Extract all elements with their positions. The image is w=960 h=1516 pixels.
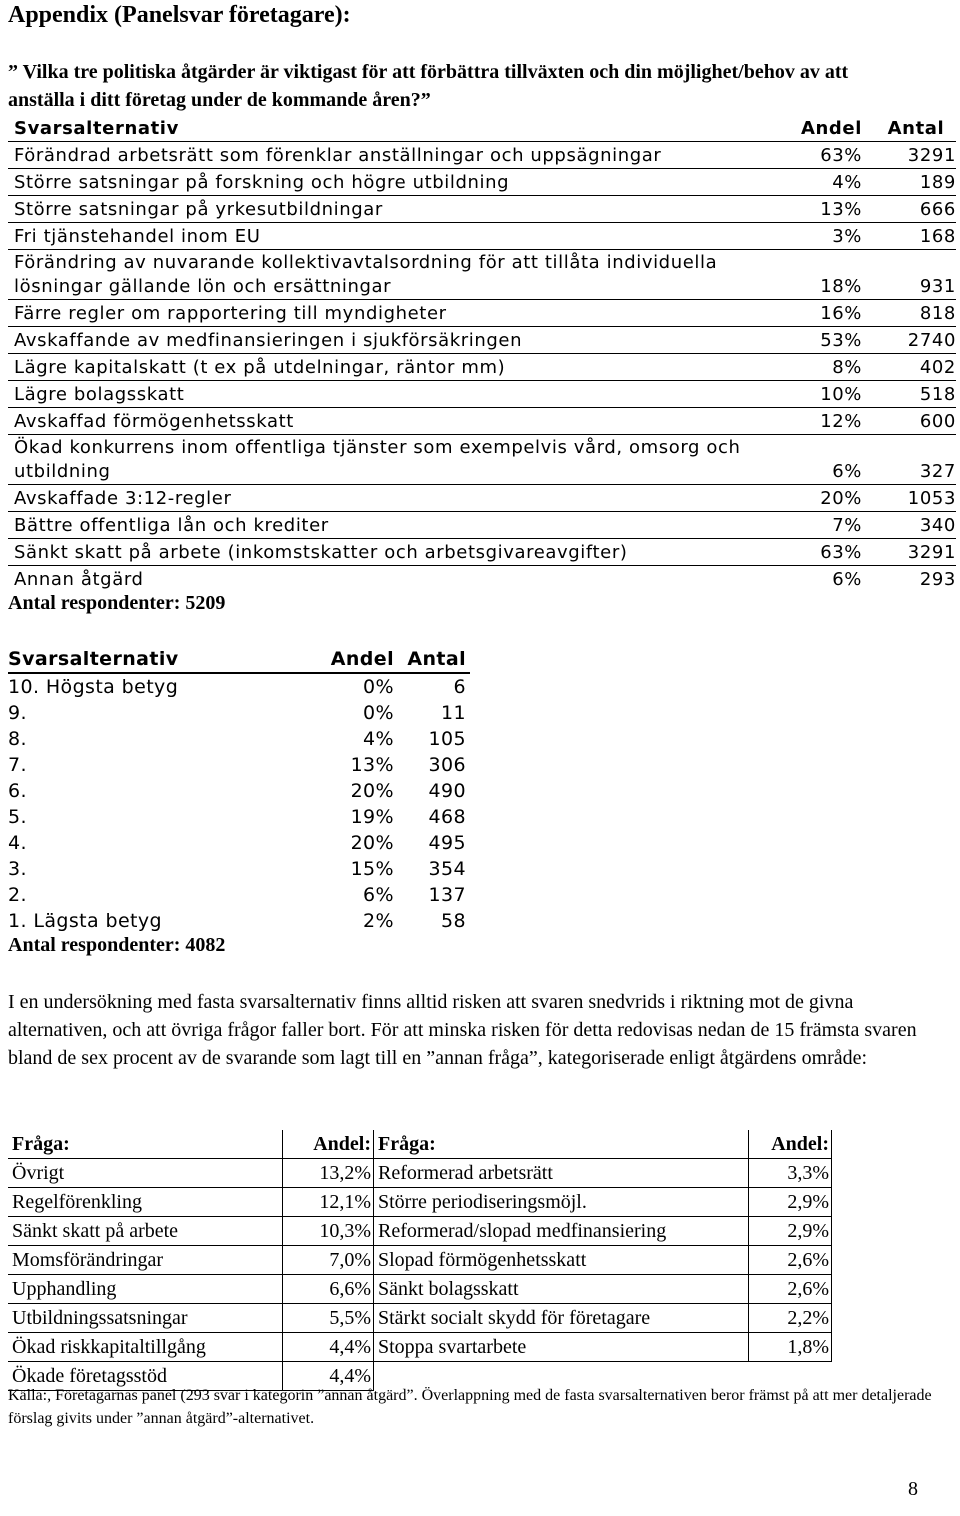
share-cell: 12,1% (283, 1188, 374, 1217)
other-answers-table (8, 1130, 832, 1391)
table-header-row (8, 1130, 832, 1159)
share-cell: 18% (820, 275, 862, 297)
count-cell: 3291 (907, 541, 956, 563)
table-row (8, 804, 470, 830)
option-cell: 4. (8, 832, 27, 854)
table-row (8, 1333, 832, 1362)
option-cell: Sänkt skatt på arbete (inkomstskatter och arbetsgivareavgifter) (14, 541, 628, 563)
question-text: ” Vilka tre politiska åtgärder är viktigast för att förbättra tillväxten och din möjlighet/behov av att anställa i ditt företag under de kommande åren?” (8, 61, 849, 111)
share-cell: 16% (820, 302, 862, 324)
header-option: Svarsalternativ (14, 117, 179, 139)
count-cell: 168 (919, 225, 956, 247)
share-cell: 3% (832, 225, 862, 247)
table-row (8, 195, 956, 222)
share-cell: 2,9% (749, 1217, 832, 1246)
table-row (8, 353, 956, 380)
share-cell: 3,3% (749, 1159, 832, 1188)
table-row (8, 299, 956, 326)
option-cell: Större satsningar på forskning och högre utbildning (14, 171, 510, 193)
question-cell: Större periodiseringsmöjl. (374, 1188, 749, 1217)
table-row (8, 726, 470, 752)
count-cell: 490 (428, 780, 466, 802)
share-cell: 2,2% (749, 1304, 832, 1333)
share-cell: 5,5% (283, 1304, 374, 1333)
table-row (8, 1188, 832, 1217)
table-row (8, 222, 956, 249)
question-cell: Regelförenkling (8, 1188, 283, 1217)
question-cell: Utbildningssatsningar (8, 1304, 283, 1333)
header-count: Antal (402, 646, 470, 673)
table-row (8, 168, 956, 195)
option-cell: 7. (8, 754, 27, 776)
share-cell: 2,6% (749, 1246, 832, 1275)
table-row (8, 484, 956, 511)
table-row (8, 1275, 832, 1304)
table-row (8, 856, 470, 882)
header-question-right: Fråga: (374, 1130, 749, 1159)
option-cell: 1. Lägsta betyg (8, 910, 162, 932)
question-cell: Övrigt (8, 1159, 283, 1188)
respondents-count: Antal respondenter: 5209 (8, 592, 226, 614)
table-row (8, 1217, 832, 1246)
table-row (8, 908, 470, 934)
header-share-left: Andel: (283, 1130, 374, 1159)
source-note: Källa:, Företagarnas panel (293 svar i kategorin ”annan åtgärd”. Överlappning med de fasta svarsalternativen beror främst på att mer detaljerade förslag givits under ”annan åtgärd”-alternativet. (8, 1387, 932, 1427)
question-cell: Ökade företagsstöd (8, 1362, 283, 1391)
share-cell: 4,4% (283, 1362, 374, 1391)
share-cell: 6,6% (283, 1275, 374, 1304)
question-cell: Sänkt skatt på arbete (8, 1217, 283, 1246)
table-row (8, 673, 470, 700)
header-option: Svarsalternativ (8, 646, 298, 673)
question-cell: Stoppa svartarbete (374, 1333, 749, 1362)
count-cell: 137 (428, 884, 466, 906)
question-cell: Sänkt bolagsskatt (374, 1275, 749, 1304)
table-row (8, 141, 956, 168)
table-row (8, 778, 470, 804)
question-cell: Stärkt socialt skydd för företagare (374, 1304, 749, 1333)
count-cell: 58 (441, 910, 466, 932)
option-cell: 6. (8, 780, 27, 802)
share-cell: 19% (350, 806, 394, 828)
question-cell: Slopad förmögenhetsskatt (374, 1246, 749, 1275)
table-row (8, 434, 956, 484)
header-share: Andel (298, 646, 402, 673)
share-cell: 20% (820, 487, 862, 509)
share-cell: 6% (832, 460, 862, 482)
count-cell: 354 (428, 858, 466, 880)
count-cell: 818 (919, 302, 956, 324)
option-cell: Förändring av nuvarande kollektivavtalsordning för att tillåta individuella lösningar gällande lön och ersättningar (14, 251, 718, 297)
share-cell: 0% (363, 676, 394, 698)
table-row (8, 1246, 832, 1275)
option-cell: Avskaffad förmögenhetsskatt (14, 410, 294, 432)
survey-table-rating (8, 646, 470, 934)
count-cell: 931 (919, 275, 956, 297)
option-cell: Lägre bolagsskatt (14, 383, 185, 405)
table-row (8, 752, 470, 778)
share-cell: 15% (350, 858, 394, 880)
share-cell: 7,0% (283, 1246, 374, 1275)
share-cell: 12% (820, 410, 862, 432)
body-paragraph: I en undersökning med fasta svarsalternativ finns alltid risken att svaren snedvrids i riktning mot de givna alternativen, och att övriga frågor faller bort. För att minska risken för detta redovisas nedan de 15 främsta svaren bland de sex procent av de svarande som lagt till en ”annan fråga”, kategoriserade enligt åtgärdens område: (8, 991, 917, 1069)
question-cell: Reformerad arbetsrätt (374, 1159, 749, 1188)
count-cell: 189 (919, 171, 956, 193)
share-cell: 2% (363, 910, 394, 932)
option-cell: Förändrad arbetsrätt som förenklar anställningar och uppsägningar (14, 144, 662, 166)
count-cell: 3291 (907, 144, 956, 166)
option-cell: Annan åtgärd (14, 569, 144, 590)
table-row (8, 326, 956, 353)
share-cell: 2,9% (749, 1188, 832, 1217)
share-cell: 4% (832, 171, 862, 193)
share-cell: 7% (832, 514, 862, 536)
count-cell: 306 (428, 754, 466, 776)
option-cell: Fri tjänstehandel inom EU (14, 225, 261, 247)
header-question-left: Fråga: (8, 1130, 283, 1159)
table-row (8, 1304, 832, 1333)
share-cell: 4,4% (283, 1333, 374, 1362)
option-cell: Avskaffande av medfinansieringen i sjukförsäkringen (14, 329, 523, 351)
option-cell: 2. (8, 884, 27, 906)
share-cell: 10% (820, 383, 862, 405)
share-cell: 2,6% (749, 1275, 832, 1304)
share-cell: 13% (350, 754, 394, 776)
share-cell: 13,2% (283, 1159, 374, 1188)
table-row (8, 565, 956, 592)
share-cell: 4% (363, 728, 394, 750)
table-row (8, 380, 956, 407)
header-share: Andel (800, 117, 862, 139)
count-cell: 6 (453, 676, 466, 698)
respondents-count: Antal respondenter: 4082 (8, 934, 226, 956)
count-cell: 600 (919, 410, 956, 432)
option-cell: Lägre kapitalskatt (t ex på utdelningar, räntor mm) (14, 356, 506, 378)
option-cell: Avskaffade 3:12-regler (14, 487, 232, 509)
count-cell: 293 (919, 569, 956, 590)
table-row (8, 511, 956, 538)
share-cell: 6% (363, 884, 394, 906)
table-row (8, 830, 470, 856)
count-cell: 468 (428, 806, 466, 828)
question-cell: Reformerad/slopad medfinansiering (374, 1217, 749, 1246)
share-cell: 0% (363, 702, 394, 724)
count-cell: 340 (919, 514, 956, 536)
share-cell: 63% (820, 144, 862, 166)
share-cell: 63% (820, 541, 862, 563)
table-row (8, 538, 956, 565)
table-header-row (8, 646, 470, 673)
table-header-row (8, 114, 956, 141)
table-row (8, 407, 956, 434)
question-cell: Momsförändringar (8, 1246, 283, 1275)
count-cell: 327 (919, 460, 956, 482)
header-share-right: Andel: (749, 1130, 832, 1159)
option-cell: Bättre offentliga lån och krediter (14, 514, 329, 536)
count-cell: 495 (428, 832, 466, 854)
option-cell: Större satsningar på yrkesutbildningar (14, 198, 383, 220)
share-cell: 10,3% (283, 1217, 374, 1246)
page-heading: Appendix (Panelsvar företagare): (8, 2, 351, 28)
table-row (8, 700, 470, 726)
count-cell: 666 (919, 198, 956, 220)
share-cell: 53% (820, 329, 862, 351)
option-cell: Ökad konkurrens inom offentliga tjänster som exempelvis vård, omsorg och utbildning (14, 436, 741, 482)
table-row (8, 882, 470, 908)
header-count: Antal (887, 117, 945, 139)
table-row (8, 1159, 832, 1188)
share-cell: 8% (832, 356, 862, 378)
share-cell: 6% (832, 569, 862, 590)
count-cell: 1053 (907, 487, 956, 509)
share-cell: 20% (350, 780, 394, 802)
survey-table-measures (8, 114, 956, 592)
count-cell: 11 (441, 702, 466, 724)
option-cell: Färre regler om rapportering till myndigheter (14, 302, 447, 324)
count-cell: 518 (919, 383, 956, 405)
option-cell: 10. Högsta betyg (8, 676, 179, 698)
count-cell: 105 (428, 728, 466, 750)
count-cell: 402 (919, 356, 956, 378)
count-cell: 2740 (907, 329, 956, 351)
share-cell: 13% (820, 198, 862, 220)
page-number: 8 (908, 1478, 918, 1500)
option-cell: 9. (8, 702, 27, 724)
question-cell: Ökad riskkapitaltillgång (8, 1333, 283, 1362)
option-cell: 5. (8, 806, 27, 828)
option-cell: 3. (8, 858, 27, 880)
option-cell: 8. (8, 728, 27, 750)
table-row (8, 249, 956, 299)
share-cell: 20% (350, 832, 394, 854)
share-cell: 1,8% (749, 1333, 832, 1362)
question-cell: Upphandling (8, 1275, 283, 1304)
